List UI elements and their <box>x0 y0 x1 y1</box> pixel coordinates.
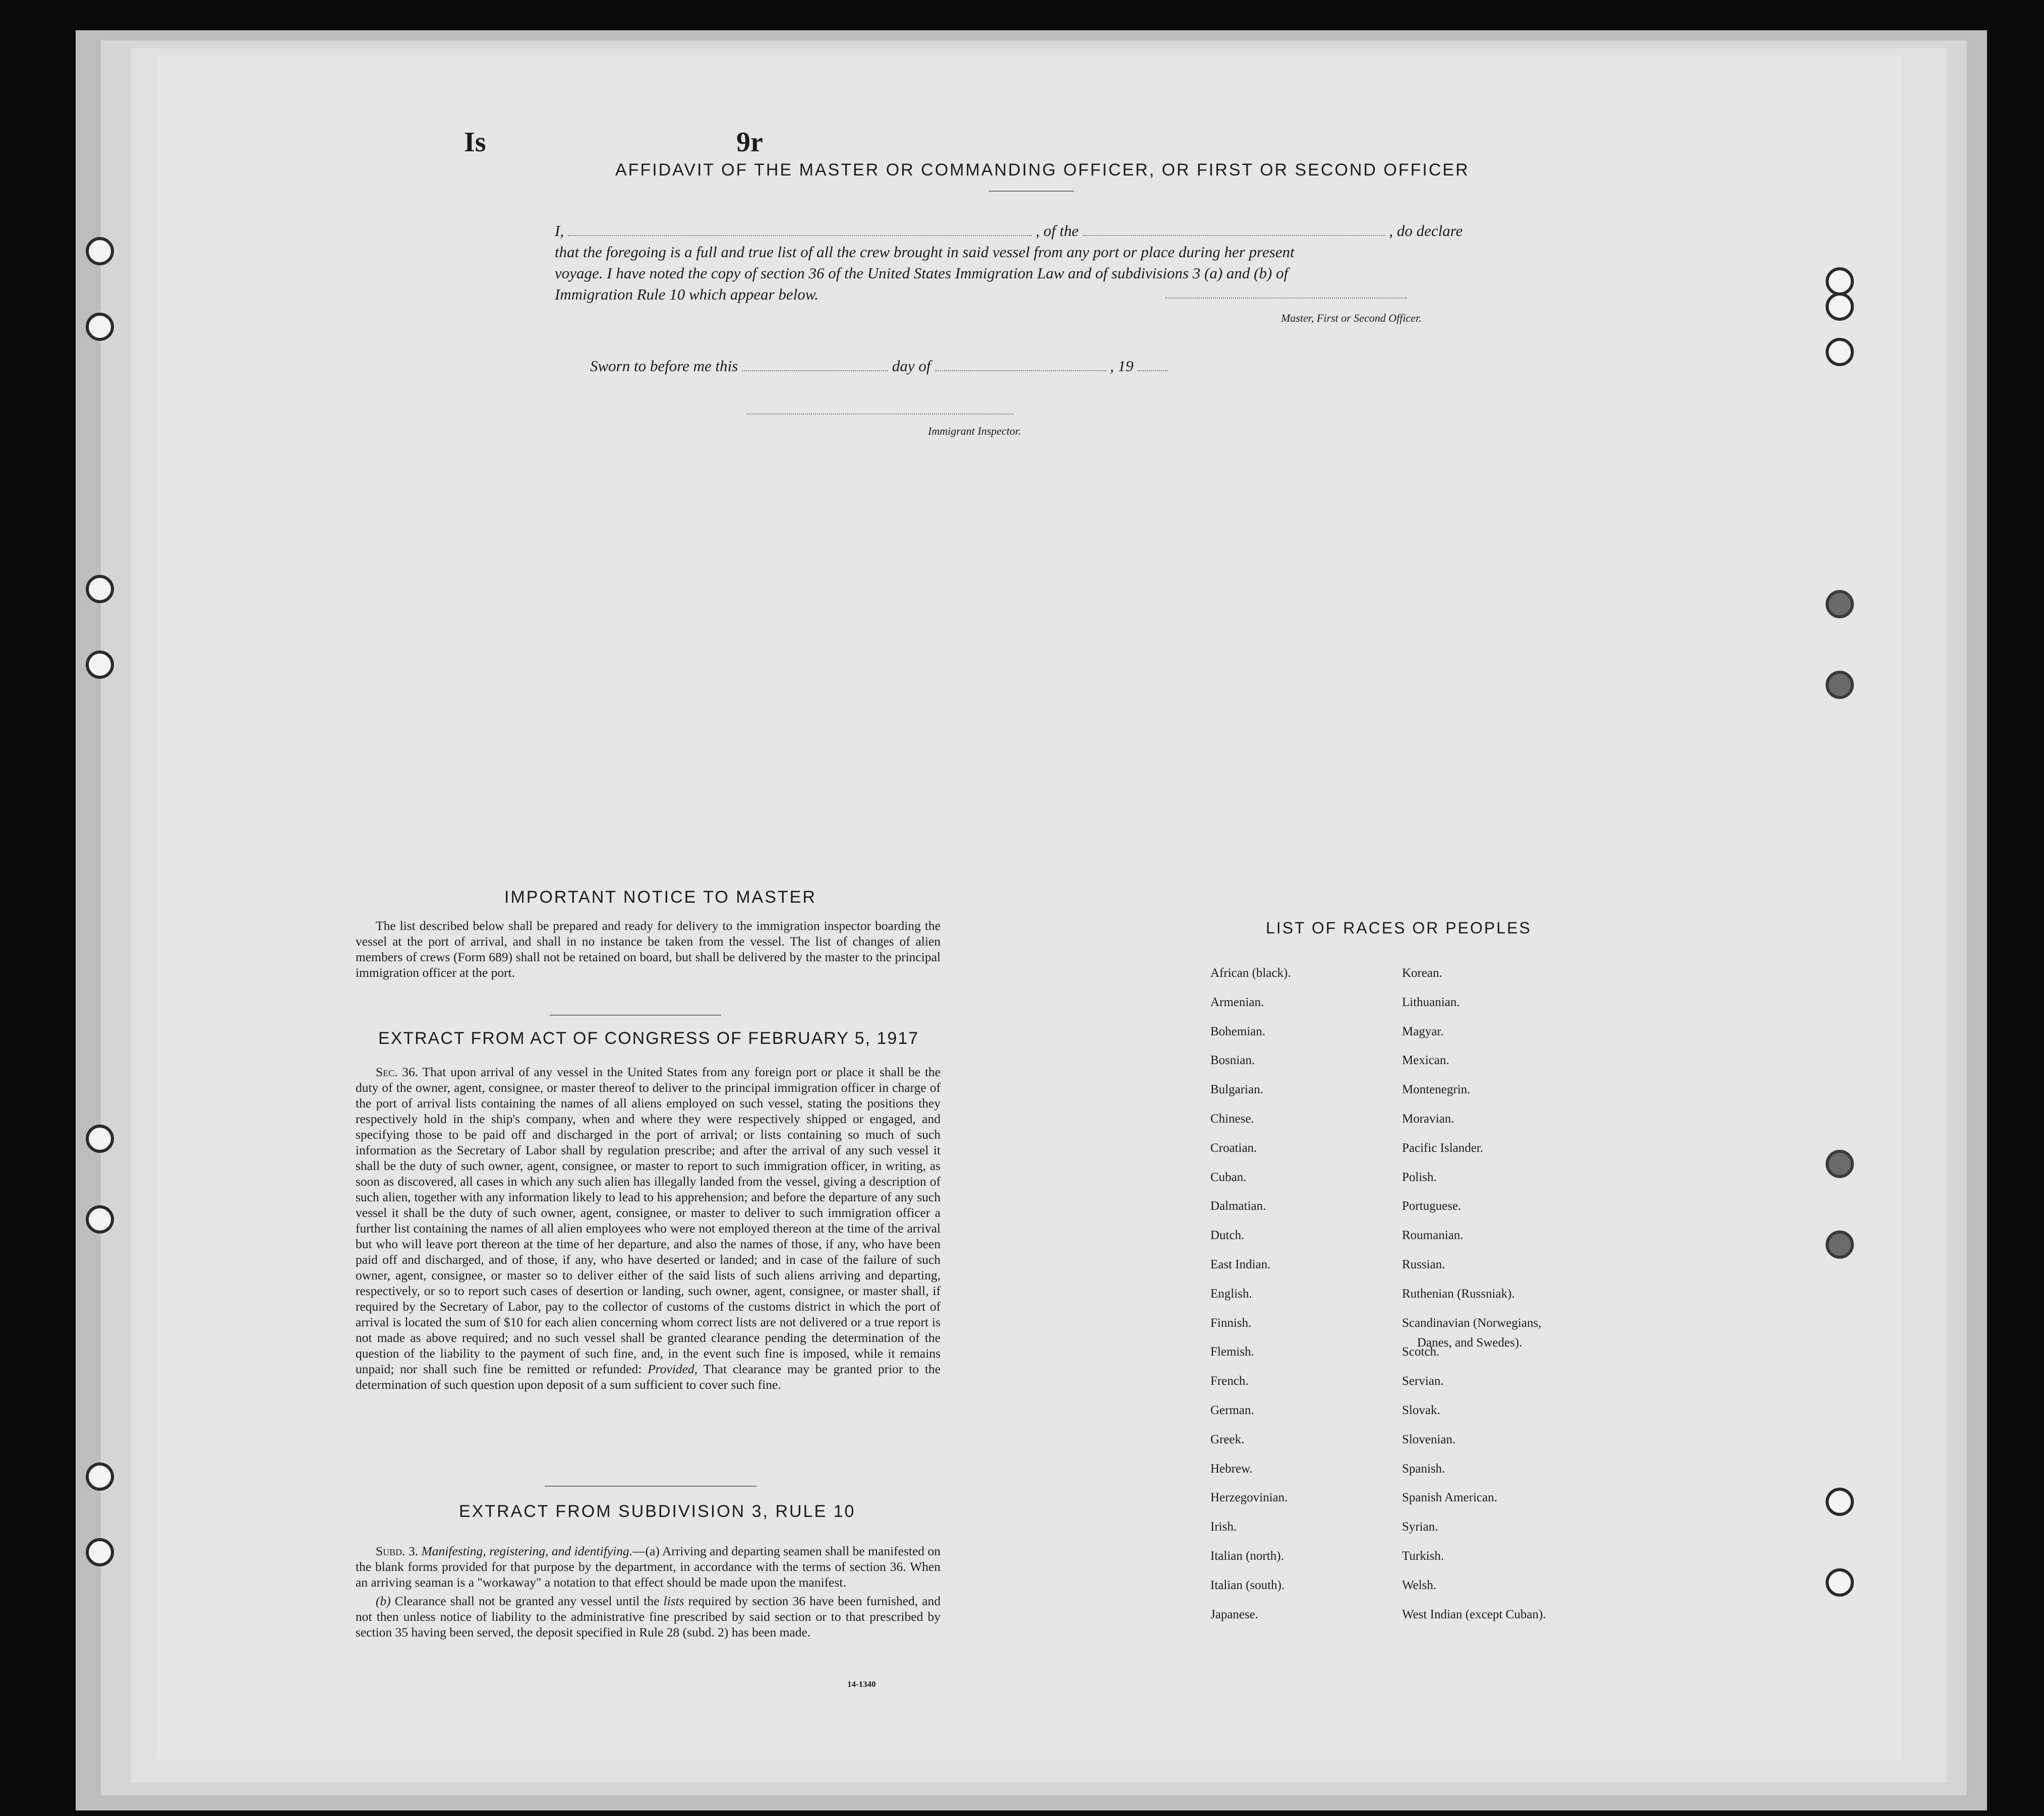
binder-hole-icon <box>1826 338 1854 366</box>
races-title: LIST OF RACES OR PEOPLES <box>1266 919 1532 937</box>
binder-hole-icon <box>86 1125 114 1153</box>
race-item: Slovak. <box>1402 1403 1440 1417</box>
race-item: English. <box>1210 1286 1252 1301</box>
race-item: Armenian. <box>1210 995 1264 1009</box>
binder-hole-icon <box>86 237 114 265</box>
part-b-label: (b) <box>376 1594 391 1608</box>
proviso-text: That clearance may be granted prior to the determination of such question upon deposit of a sum sufficient to cover such fine. <box>356 1362 941 1392</box>
race-item: Irish. <box>1210 1520 1237 1534</box>
handwritten-mark-right: 9r <box>736 127 763 158</box>
inspector-signature-line[interactable] <box>746 414 1014 415</box>
race-item: Italian (south). <box>1210 1578 1285 1592</box>
master-name-field[interactable] <box>568 235 1032 236</box>
signature-caption: Master, First or Second Officer. <box>1281 312 1422 324</box>
signature-line[interactable] <box>1165 298 1407 299</box>
affidavit-title: AFFIDAVIT OF THE MASTER OR COMMANDING OFFICER, OR FIRST OR SECOND OFFICER <box>615 160 1470 180</box>
sec-36-text: That upon arrival of any vessel in the United States from any foreign port or place it shall be the duty of the owner, agent, consignee, or master thereof to deliver to the principal immigration officer in charge of the port of arrival lists containing the names of all aliens employed on such vessel, stating the positions they respectively hold in the ship's company, when and where they were respectively shipped or engaged, and specifying those to be paid off and discharged in the port of arrival; or lists containing so much of such information as the Secretary of Labor shall by regulation prescribe; and after the arrival of any such vessel it shall be the duty of such owner, agent, consignee, or master to report to such immigration officer, in writing, as soon as discovered, all cases in which any such alien has illegally landed from the vessel, giving a description of such alien, together with any information likely to lead to his apprehension; and before the departure of any such vessel it shall be the duty of such owner, agent, consignee, or master to deliver to such immigration officer a further list containing the names of all alien employees who were not employed thereon at the time of the arrival but who will leave port thereon at the time of her departure, and also the names of those, if any, who have been paid off and discharged, and of those, if any, who have deserted or landed; and in case of the failure of such owner, agent, consignee, or master so to deliver either of the said lists of such aliens arriving and departing, respectively, or so to report such cases of desertion or landing, such owner, agent, consignee, or master shall, if required by the Secretary of Labor, pay to the collector of customs of the customs district in which the port of arrival is located the sum of $10 for each alien concerning whom correct lists are not delivered or a true report is not made as above required; and no such vessel shall be granted clearance pending the determination of the question of the liability to the payment of such fine, and, in the event such fine is imposed, while it remains unpaid; nor shall such fine be remitted or refunded: <box>356 1065 941 1376</box>
race-item: Mexican. <box>1402 1053 1449 1068</box>
race-item: Bohemian. <box>1210 1024 1266 1038</box>
binder-hole-icon <box>86 575 114 603</box>
race-item: Moravian. <box>1402 1112 1454 1126</box>
affidavit-line1-mid: , of the <box>1035 222 1079 240</box>
race-item: Welsh. <box>1402 1578 1437 1592</box>
act-divider <box>545 1486 756 1487</box>
binder-hole-icon <box>1826 671 1854 699</box>
document-sheet <box>156 55 1901 1760</box>
race-item: Magyar. <box>1402 1024 1444 1038</box>
binder-hole-icon <box>1826 1150 1854 1178</box>
race-item: Cuban. <box>1210 1170 1247 1184</box>
race-item: Korean. <box>1402 966 1442 980</box>
subd-heading: Manifesting, registering, and identifying. <box>421 1544 633 1558</box>
subd-part-a: —(a) Arriving and departing seamen shall be manifested on the blank forms provided for that purpose by the department, in accordance with the terms of section 36. When an arriving seaman is a "workaway" a notation to that effect should be made upon the manifest. <box>356 1544 941 1590</box>
race-item: German. <box>1210 1403 1254 1417</box>
race-item: Dutch. <box>1210 1228 1245 1243</box>
rule-extract-text <box>356 1543 941 1643</box>
handwritten-mark-left: Is <box>464 127 486 158</box>
race-item: Turkish. <box>1402 1549 1444 1563</box>
race-item: Russian. <box>1402 1258 1445 1271</box>
binder-hole-icon <box>86 1462 114 1491</box>
race-item: Italian (north). <box>1210 1549 1284 1563</box>
proviso-label: Provided, <box>648 1362 698 1376</box>
part-b-lists: lists <box>663 1594 684 1608</box>
act-extract-title: EXTRACT FROM ACT OF CONGRESS OF FEBRUARY 5, 1917 <box>378 1029 919 1048</box>
race-item: Flemish. <box>1210 1345 1254 1359</box>
sworn-day-label: day of <box>892 357 931 375</box>
binder-hole-icon <box>1826 1231 1854 1259</box>
part-b-pre: Clearance shall not be granted any vessel until the <box>394 1594 660 1608</box>
affidavit-line3: voyage. I have noted the copy of section 36 of the United States Immigration Law and of subdivisions 3 (a) and (b) of <box>555 264 1289 282</box>
race-item: Finnish. <box>1210 1316 1252 1330</box>
inspector-caption: Immigrant Inspector. <box>928 425 1021 437</box>
race-item: Polish. <box>1402 1170 1437 1184</box>
affidavit-line1-start: I, <box>555 222 564 240</box>
race-item: Dalmatian. <box>1210 1199 1266 1213</box>
binder-hole-icon <box>86 1538 114 1566</box>
affidavit-line4: Immigration Rule 10 which appear below. <box>555 285 819 303</box>
race-item: Bosnian. <box>1210 1053 1255 1068</box>
binder-hole-icon <box>86 1205 114 1234</box>
race-item: Spanish. <box>1402 1461 1445 1476</box>
race-item: African (black). <box>1210 966 1291 980</box>
race-item: Hebrew. <box>1210 1461 1253 1476</box>
binder-hole-icon <box>86 313 114 341</box>
binder-hole-icon <box>86 651 114 679</box>
race-item: Slovenian. <box>1402 1432 1456 1446</box>
sworn-day-field[interactable] <box>742 370 888 371</box>
race-item: Herzegovinian. <box>1210 1491 1288 1505</box>
notice-divider <box>550 1015 721 1016</box>
rule-extract-title: EXTRACT FROM SUBDIVISION 3, RULE 10 <box>459 1502 856 1521</box>
binder-hole-icon <box>1826 267 1854 296</box>
race-item: Pacific Islander. <box>1402 1141 1484 1155</box>
race-item: Syrian. <box>1402 1520 1438 1534</box>
binder-hole-icon <box>1826 590 1854 618</box>
act-extract-text <box>356 1064 941 1395</box>
race-item: Japanese. <box>1210 1607 1259 1621</box>
race-item: West Indian (except Cuban). <box>1402 1607 1546 1621</box>
binder-hole-icon <box>1826 1488 1854 1516</box>
race-item: Roumanian. <box>1402 1228 1464 1243</box>
race-item: Ruthenian (Russniak). <box>1402 1286 1515 1301</box>
race-item: Montenegrin. <box>1402 1083 1471 1097</box>
race-item: Spanish American. <box>1402 1491 1497 1505</box>
binder-hole-icon <box>1826 292 1854 321</box>
notice-text <box>356 918 941 983</box>
subd-label: Subd. 3. <box>376 1544 419 1558</box>
race-item: Portuguese. <box>1402 1199 1462 1213</box>
affidavit-line1 <box>555 222 1654 240</box>
race-item: East Indian. <box>1210 1258 1271 1271</box>
race-item: Scandinavian (Norwegians, <box>1402 1316 1542 1330</box>
vessel-name-field[interactable] <box>1083 235 1385 236</box>
race-item: Bulgarian. <box>1210 1083 1263 1097</box>
race-item: Scotch. <box>1402 1345 1440 1359</box>
race-item: Servian. <box>1402 1374 1444 1388</box>
binder-hole-icon <box>1826 1568 1854 1597</box>
race-item: French. <box>1210 1374 1249 1388</box>
notice-title: IMPORTANT NOTICE TO MASTER <box>504 888 816 907</box>
sworn-year-field[interactable] <box>1137 370 1167 371</box>
race-item: Lithuanian. <box>1402 995 1460 1009</box>
sworn-prefix: Sworn to before me this <box>590 357 738 375</box>
sworn-month-field[interactable] <box>935 370 1106 371</box>
race-item: Chinese. <box>1210 1112 1254 1126</box>
sworn-year-label: , 19 <box>1109 357 1134 375</box>
sworn-line <box>590 357 1167 375</box>
notice-paragraph: The list described below shall be prepared and ready for delivery to the immigration inspector boarding the vessel at the port of arrival, and shall in no instance be taken from the vessel. The list of changes of alien members of crews (Form 689) shall not be retained on board, but shall be delivered by the master to the principal immigration officer at the port. <box>356 918 941 980</box>
race-item: Greek. <box>1210 1432 1245 1446</box>
affidavit-line2: that the foregoing is a full and true list of all the crew brought in said vessel from any port or place during her present <box>555 243 1295 261</box>
part-b-post: required by section 36 have been furnished, and not then unless notice of liability to the administrative fine prescribed by said section or to that prescribed by section 35 having been served, the deposit specified in Rule 28 (subd. 2) has been made. <box>356 1594 941 1639</box>
race-item: Croatian. <box>1210 1141 1257 1155</box>
sec-label: Sec. 36. <box>376 1065 419 1079</box>
race-item-continuation: Danes, and Swedes). <box>1417 1336 1523 1350</box>
form-number: 14-1340 <box>847 1679 876 1689</box>
affidavit-divider <box>988 191 1074 192</box>
affidavit-line1-end: , do declare <box>1389 222 1463 240</box>
